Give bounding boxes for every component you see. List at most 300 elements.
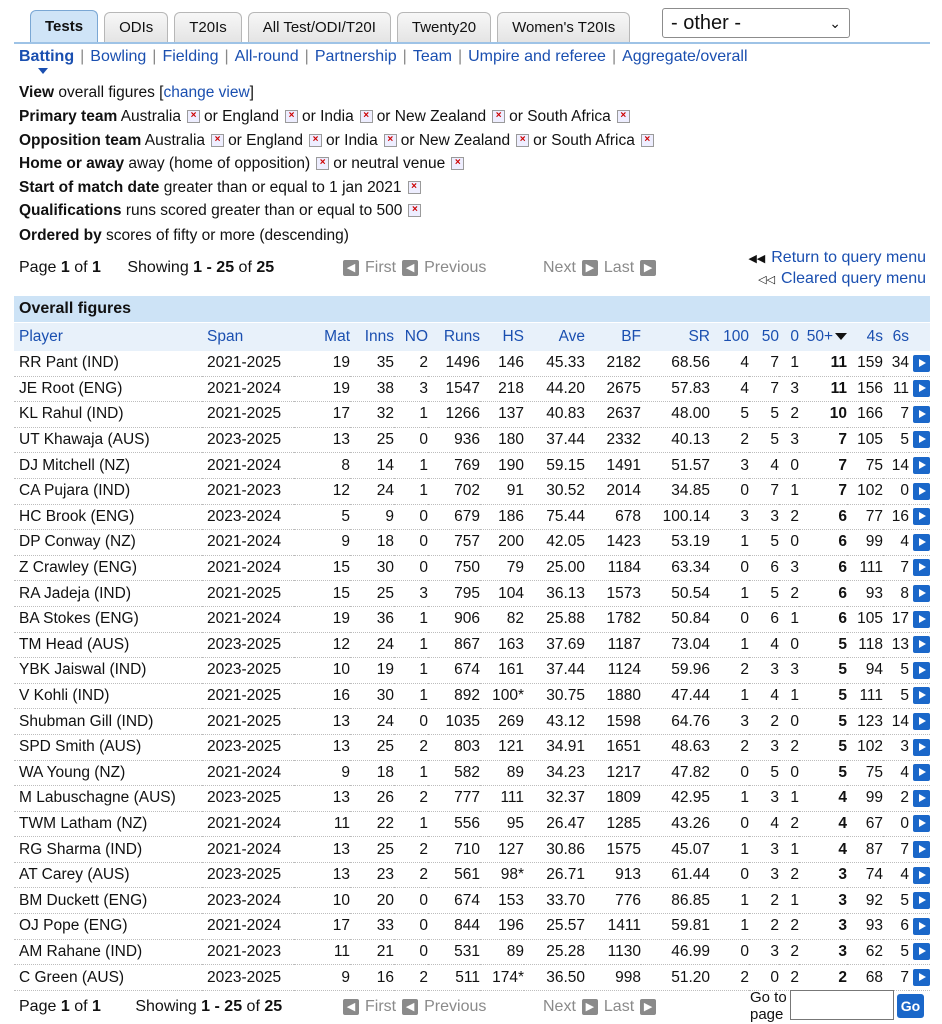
cell-no: 1: [394, 760, 428, 786]
cell-hs: 137: [480, 402, 524, 428]
remove-icon[interactable]: ×: [492, 110, 505, 123]
cell-100: 0: [710, 478, 749, 504]
cell-ave: 43.12: [524, 709, 585, 735]
cell-0: 1: [779, 478, 799, 504]
table-row: [14, 939, 930, 965]
cell-no: 0: [394, 709, 428, 735]
col-header-100[interactable]: 100: [710, 323, 749, 351]
cell-50plus: 6: [799, 581, 847, 607]
player-name-link[interactable]: HC Brook (ENG): [14, 504, 202, 530]
cell-bf: 1880: [585, 683, 641, 709]
query-start-date: Start of match date greater than or equal to 1 jan 2021 ×: [19, 179, 425, 197]
cell-mat: 9: [294, 760, 350, 786]
subnav-partnership[interactable]: Partnership: [314, 48, 397, 65]
cell-span: 2023-2025: [202, 965, 294, 991]
player-detail-icon[interactable]: [913, 918, 930, 935]
cell-no: 2: [394, 734, 428, 760]
player-name-link[interactable]: Shubman Gill (IND): [14, 709, 202, 735]
cell-bf: 2014: [585, 478, 641, 504]
first-page-icon[interactable]: ◀: [343, 999, 359, 1015]
cell-50plus: 7: [799, 478, 847, 504]
next-link[interactable]: Next: [543, 259, 576, 276]
cell-no: 3: [394, 581, 428, 607]
last-page-icon[interactable]: ▶: [640, 999, 656, 1015]
cell-ave: 45.33: [524, 351, 585, 376]
subnav-all-round[interactable]: All-round: [234, 48, 299, 65]
player-name-link[interactable]: UT Khawaja (AUS): [14, 427, 202, 453]
page-indicator-bottom: Page 1 of 1 Showing 1 - 25 of 25: [19, 998, 283, 1015]
cell-bf: 1573: [585, 581, 641, 607]
player-detail-icon[interactable]: [913, 713, 930, 730]
cell-4s: 118: [847, 632, 883, 658]
cell-no: 1: [394, 632, 428, 658]
next-link[interactable]: Next: [543, 998, 576, 1015]
cell-runs: 750: [428, 555, 480, 581]
col-header-inns[interactable]: Inns: [350, 323, 394, 351]
player-name-link[interactable]: RA Jadeja (IND): [14, 581, 202, 607]
tab-tests[interactable]: Tests: [30, 10, 98, 42]
player-name-link[interactable]: BA Stokes (ENG): [14, 606, 202, 632]
cell-runs: 674: [428, 888, 480, 914]
cell-inns: 24: [350, 632, 394, 658]
player-name-link[interactable]: RR Pant (IND): [14, 351, 202, 376]
player-detail-icon[interactable]: [913, 559, 930, 576]
cell-50plus: 5: [799, 632, 847, 658]
table-row: [14, 760, 930, 786]
cell-inns: 21: [350, 939, 394, 965]
cell-6s: 14: [883, 453, 909, 479]
goto-page-label: Go to page: [750, 989, 787, 1023]
previous-link[interactable]: Previous: [424, 998, 487, 1015]
cell-bf: 2637: [585, 402, 641, 428]
col-header-hs[interactable]: HS: [480, 323, 524, 351]
subnav-bowling[interactable]: Bowling: [90, 48, 147, 65]
player-name-link[interactable]: AT Carey (AUS): [14, 862, 202, 888]
cell-mat: 17: [294, 914, 350, 940]
table-row: [14, 914, 930, 940]
cell-ave: 37.44: [524, 658, 585, 684]
col-header-no[interactable]: NO: [394, 323, 428, 351]
player-detail-icon[interactable]: [913, 867, 930, 884]
table-row: [14, 504, 930, 530]
last-link[interactable]: Last: [603, 998, 635, 1015]
player-detail-icon[interactable]: [913, 355, 930, 372]
cell-no: 2: [394, 965, 428, 991]
player-detail-icon[interactable]: [913, 969, 930, 986]
cell-mat: 10: [294, 888, 350, 914]
go-button[interactable]: Go: [897, 994, 924, 1018]
cell-4s: 111: [847, 555, 883, 581]
cell-sr: 47.44: [641, 683, 710, 709]
remove-icon[interactable]: ×: [211, 134, 224, 147]
cell-bf: 998: [585, 965, 641, 991]
last-link[interactable]: Last: [603, 259, 635, 276]
cell-bf: 1217: [585, 760, 641, 786]
cell-inns: 25: [350, 734, 394, 760]
tab-twenty20[interactable]: Twenty20: [397, 12, 491, 42]
cell-inns: 24: [350, 478, 394, 504]
goto-page-input[interactable]: [790, 990, 894, 1020]
player-detail-icon[interactable]: [913, 892, 930, 909]
player-name-link[interactable]: RG Sharma (IND): [14, 837, 202, 863]
cell-0: 0: [779, 760, 799, 786]
player-name-link[interactable]: V Kohli (IND): [14, 683, 202, 709]
cell-100: 4: [710, 376, 749, 402]
cell-bf: 913: [585, 862, 641, 888]
cell-50plus: 6: [799, 606, 847, 632]
cell-no: 1: [394, 683, 428, 709]
cell-50plus: 5: [799, 658, 847, 684]
cell-50: 4: [749, 683, 779, 709]
remove-icon[interactable]: ×: [316, 157, 329, 170]
cell-inns: 36: [350, 606, 394, 632]
first-link[interactable]: First: [365, 259, 397, 276]
remove-icon[interactable]: ×: [641, 134, 654, 147]
col-header-span[interactable]: Span: [202, 323, 294, 351]
query-ordered-by: Ordered by scores of fifty or more (descending): [19, 227, 349, 244]
table-row: [14, 402, 930, 428]
table-row: [14, 453, 930, 479]
col-header-ave[interactable]: Ave: [524, 323, 585, 351]
batting-stats-table: [14, 323, 930, 991]
table-row: [14, 478, 930, 504]
cell-bf: 678: [585, 504, 641, 530]
cell-100: 0: [710, 555, 749, 581]
player-name-link[interactable]: DP Conway (NZ): [14, 530, 202, 556]
cell-4s: 87: [847, 837, 883, 863]
cell-50: 6: [749, 555, 779, 581]
cell-no: 1: [394, 658, 428, 684]
current-caret-icon: [38, 68, 48, 74]
player-name-link[interactable]: M Labuschagne (AUS): [14, 786, 202, 812]
cell-sr: 51.20: [641, 965, 710, 991]
player-name-link[interactable]: BM Duckett (ENG): [14, 888, 202, 914]
cell-no: 0: [394, 555, 428, 581]
cell-50plus: 6: [799, 555, 847, 581]
other-format-select[interactable]: [662, 8, 850, 38]
subnav-fielding[interactable]: Fielding: [162, 48, 219, 65]
cell-sr: 43.26: [641, 811, 710, 837]
cell-4s: 166: [847, 402, 883, 428]
page-indicator-top: Page 1 of 1 Showing 1 - 25 of 25: [19, 259, 275, 276]
cell-inns: 16: [350, 965, 394, 991]
cell-50plus: 3: [799, 862, 847, 888]
cell-100: 0: [710, 606, 749, 632]
cell-100: 1: [710, 632, 749, 658]
player-name-link[interactable]: OJ Pope (ENG): [14, 914, 202, 940]
cell-inns: 23: [350, 862, 394, 888]
player-detail-icon[interactable]: [913, 483, 930, 500]
cell-100: 1: [710, 786, 749, 812]
player-detail-icon[interactable]: [913, 611, 930, 628]
cell-0: 2: [779, 402, 799, 428]
query-home-away: Home or away away (home of opposition) × or neutral venue ×: [19, 155, 468, 173]
player-detail-icon[interactable]: [913, 764, 930, 781]
cell-runs: 844: [428, 914, 480, 940]
cell-50: 2: [749, 709, 779, 735]
cell-runs: 892: [428, 683, 480, 709]
cell-6s: 7: [883, 555, 909, 581]
cell-runs: 679: [428, 504, 480, 530]
cell-50plus: 7: [799, 427, 847, 453]
previous-page-icon[interactable]: ◀: [402, 260, 418, 276]
cell-0: 0: [779, 709, 799, 735]
table-row: [14, 632, 930, 658]
cell-sr: 63.34: [641, 555, 710, 581]
player-detail-icon[interactable]: [913, 636, 930, 653]
remove-icon[interactable]: ×: [617, 110, 630, 123]
cell-span: 2021-2024: [202, 837, 294, 863]
cell-50plus: 3: [799, 888, 847, 914]
player-detail-icon[interactable]: [913, 815, 930, 832]
player-detail-icon[interactable]: [913, 431, 930, 448]
cell-sr: 73.04: [641, 632, 710, 658]
player-detail-icon[interactable]: [913, 534, 930, 551]
cell-100: 2: [710, 734, 749, 760]
cell-inns: 22: [350, 811, 394, 837]
cell-ave: 34.23: [524, 760, 585, 786]
cell-inns: 32: [350, 402, 394, 428]
remove-icon[interactable]: ×: [384, 134, 397, 147]
cell-runs: 777: [428, 786, 480, 812]
cell-sr: 34.85: [641, 478, 710, 504]
player-name-link[interactable]: KL Rahul (IND): [14, 402, 202, 428]
cell-0: 2: [779, 965, 799, 991]
pager-first-prev-bottom: [343, 998, 486, 1016]
cell-bf: 1598: [585, 709, 641, 735]
col-header-50[interactable]: 50: [749, 323, 779, 351]
remove-icon[interactable]: ×: [408, 204, 421, 217]
cell-inns: 19: [350, 658, 394, 684]
cell-ave: 25.00: [524, 555, 585, 581]
player-detail-icon[interactable]: [913, 585, 930, 602]
cell-0: 3: [779, 376, 799, 402]
subnav-aggregate[interactable]: Aggregate/overall: [622, 48, 748, 65]
cell-ave: 33.70: [524, 888, 585, 914]
player-name-link[interactable]: SPD Smith (AUS): [14, 734, 202, 760]
cell-6s: 17: [883, 606, 909, 632]
previous-link[interactable]: Previous: [424, 259, 487, 276]
cell-sr: 45.07: [641, 837, 710, 863]
cell-runs: 757: [428, 530, 480, 556]
cell-span: 2021-2025: [202, 351, 294, 376]
cell-mat: 13: [294, 786, 350, 812]
player-detail-icon[interactable]: [913, 406, 930, 423]
cell-ave: 30.75: [524, 683, 585, 709]
cell-hs: 186: [480, 504, 524, 530]
cell-no: 1: [394, 478, 428, 504]
cell-runs: 561: [428, 862, 480, 888]
cell-hs: 79: [480, 555, 524, 581]
cell-bf: 1782: [585, 606, 641, 632]
cell-bf: 776: [585, 888, 641, 914]
cell-span: 2021-2025: [202, 402, 294, 428]
col-header-player[interactable]: Player: [14, 323, 202, 351]
cell-mat: 13: [294, 837, 350, 863]
cell-span: 2023-2025: [202, 632, 294, 658]
cell-inns: 25: [350, 837, 394, 863]
col-header-50plus[interactable]: 50+: [799, 323, 847, 351]
cell-0: 2: [779, 581, 799, 607]
remove-icon[interactable]: ×: [516, 134, 529, 147]
cell-mat: 12: [294, 478, 350, 504]
player-name-link[interactable]: TM Head (AUS): [14, 632, 202, 658]
tab-all-formats[interactable]: All Test/ODI/T20I: [248, 12, 391, 42]
cell-sr: 50.84: [641, 606, 710, 632]
player-name-link[interactable]: C Green (AUS): [14, 965, 202, 991]
player-name-link[interactable]: TWM Latham (NZ): [14, 811, 202, 837]
last-page-icon[interactable]: ▶: [640, 260, 656, 276]
subnav-umpire-referee[interactable]: Umpire and referee: [468, 48, 606, 65]
cell-100: 3: [710, 504, 749, 530]
cell-hs: 100*: [480, 683, 524, 709]
cell-4s: 105: [847, 427, 883, 453]
cell-hs: 91: [480, 478, 524, 504]
subnav-team[interactable]: Team: [412, 48, 452, 65]
cell-100: 1: [710, 581, 749, 607]
cell-0: 3: [779, 658, 799, 684]
cell-100: 0: [710, 760, 749, 786]
cell-6s: 5: [883, 939, 909, 965]
cell-runs: 531: [428, 939, 480, 965]
cleared-query-menu-link[interactable]: Cleared query menu: [781, 270, 926, 287]
col-header-runs[interactable]: Runs: [428, 323, 480, 351]
cell-6s: 14: [883, 709, 909, 735]
col-header-0[interactable]: 0: [779, 323, 799, 351]
cell-100: 0: [710, 811, 749, 837]
cell-bf: 1651: [585, 734, 641, 760]
table-row: [14, 709, 930, 735]
previous-page-icon[interactable]: ◀: [402, 999, 418, 1015]
cell-inns: 30: [350, 555, 394, 581]
next-page-icon[interactable]: ▶: [582, 999, 598, 1015]
col-header-bf[interactable]: BF: [585, 323, 641, 351]
tab-odis[interactable]: ODIs: [104, 12, 168, 42]
cell-hs: 82: [480, 606, 524, 632]
pager-next-last-bottom: [543, 998, 656, 1016]
cell-span: 2021-2025: [202, 709, 294, 735]
table-row: [14, 530, 930, 556]
remove-icon[interactable]: ×: [285, 110, 298, 123]
col-header-4s[interactable]: 4s: [847, 323, 883, 351]
player-detail-icon[interactable]: [913, 662, 930, 679]
query-primary-team: Primary team Australia × or England × or India × or New Zealand × or South Africa ×: [19, 108, 634, 126]
cell-span: 2021-2025: [202, 683, 294, 709]
remove-icon[interactable]: ×: [451, 157, 464, 170]
player-name-link[interactable]: WA Young (NZ): [14, 760, 202, 786]
stat-type-nav: Batting | Bowling | Fielding | All-round | Partnership | Team | Umpire and referee | Aggregate/overall: [19, 48, 748, 65]
cell-span: 2021-2024: [202, 453, 294, 479]
cell-100: 3: [710, 709, 749, 735]
cell-50: 5: [749, 581, 779, 607]
cell-50: 4: [749, 453, 779, 479]
cell-inns: 9: [350, 504, 394, 530]
player-name-link[interactable]: YBK Jaiswal (IND): [14, 658, 202, 684]
cell-sr: 64.76: [641, 709, 710, 735]
player-detail-icon[interactable]: [913, 687, 930, 704]
cell-sr: 100.14: [641, 504, 710, 530]
cell-mat: 19: [294, 351, 350, 376]
cell-bf: 2332: [585, 427, 641, 453]
query-opposition-team: Opposition team Australia × or England × or India × or New Zealand × or South Africa ×: [19, 132, 658, 150]
return-query-menu-link[interactable]: Return to query menu: [771, 249, 926, 266]
next-page-icon[interactable]: ▶: [582, 260, 598, 276]
chevron-down-icon: ⌄: [829, 15, 841, 31]
table-row: [14, 965, 930, 991]
player-detail-icon[interactable]: [913, 380, 930, 397]
player-name-link[interactable]: JE Root (ENG): [14, 376, 202, 402]
remove-icon[interactable]: ×: [187, 110, 200, 123]
cell-50: 7: [749, 351, 779, 376]
first-link[interactable]: First: [365, 998, 397, 1015]
tab-womens-t20is[interactable]: Women's T20Is: [497, 12, 630, 42]
cell-100: 1: [710, 888, 749, 914]
cell-runs: 1547: [428, 376, 480, 402]
subnav-batting[interactable]: Batting: [19, 48, 75, 65]
col-header-sr[interactable]: SR: [641, 323, 710, 351]
player-detail-icon[interactable]: [913, 457, 930, 474]
player-name-link[interactable]: Z Crawley (ENG): [14, 555, 202, 581]
cell-runs: 674: [428, 658, 480, 684]
cell-ave: 40.83: [524, 402, 585, 428]
player-detail-icon[interactable]: [913, 841, 930, 858]
cell-hs: 200: [480, 530, 524, 556]
player-name-link[interactable]: AM Rahane (IND): [14, 939, 202, 965]
col-header-mat[interactable]: Mat: [294, 323, 350, 351]
player-name-link[interactable]: CA Pujara (IND): [14, 478, 202, 504]
cell-50: 2: [749, 914, 779, 940]
cell-ave: 37.69: [524, 632, 585, 658]
cell-6s: 2: [883, 786, 909, 812]
cell-span: 2021-2024: [202, 606, 294, 632]
rewind-icon: ◁◁: [758, 274, 776, 286]
cell-mat: 19: [294, 606, 350, 632]
first-page-icon[interactable]: ◀: [343, 260, 359, 276]
cell-100: 1: [710, 530, 749, 556]
cell-sr: 50.54: [641, 581, 710, 607]
player-detail-icon[interactable]: [913, 508, 930, 525]
cell-hs: 146: [480, 351, 524, 376]
cell-4s: 99: [847, 786, 883, 812]
cell-50plus: 5: [799, 760, 847, 786]
cell-4s: 123: [847, 709, 883, 735]
player-name-link[interactable]: DJ Mitchell (NZ): [14, 453, 202, 479]
cell-50: 7: [749, 478, 779, 504]
player-detail-icon[interactable]: [913, 739, 930, 756]
cell-runs: 1035: [428, 709, 480, 735]
cell-0: 1: [779, 888, 799, 914]
cell-mat: 13: [294, 734, 350, 760]
cell-span: 2023-2024: [202, 504, 294, 530]
col-header-6s[interactable]: 6s: [883, 323, 909, 351]
remove-icon[interactable]: ×: [309, 134, 322, 147]
cell-hs: 196: [480, 914, 524, 940]
cell-6s: 7: [883, 837, 909, 863]
player-detail-icon[interactable]: [913, 790, 930, 807]
remove-icon[interactable]: ×: [408, 181, 421, 194]
cell-0: 1: [779, 683, 799, 709]
cell-no: 3: [394, 376, 428, 402]
cell-mat: 13: [294, 709, 350, 735]
tab-t20is[interactable]: T20Is: [174, 12, 242, 42]
cell-0: 1: [779, 351, 799, 376]
remove-icon[interactable]: ×: [360, 110, 373, 123]
cell-hs: 89: [480, 760, 524, 786]
cell-6s: 34: [883, 351, 909, 376]
change-view-link[interactable]: change view: [163, 84, 250, 101]
player-detail-icon[interactable]: [913, 943, 930, 960]
cell-bf: 1184: [585, 555, 641, 581]
